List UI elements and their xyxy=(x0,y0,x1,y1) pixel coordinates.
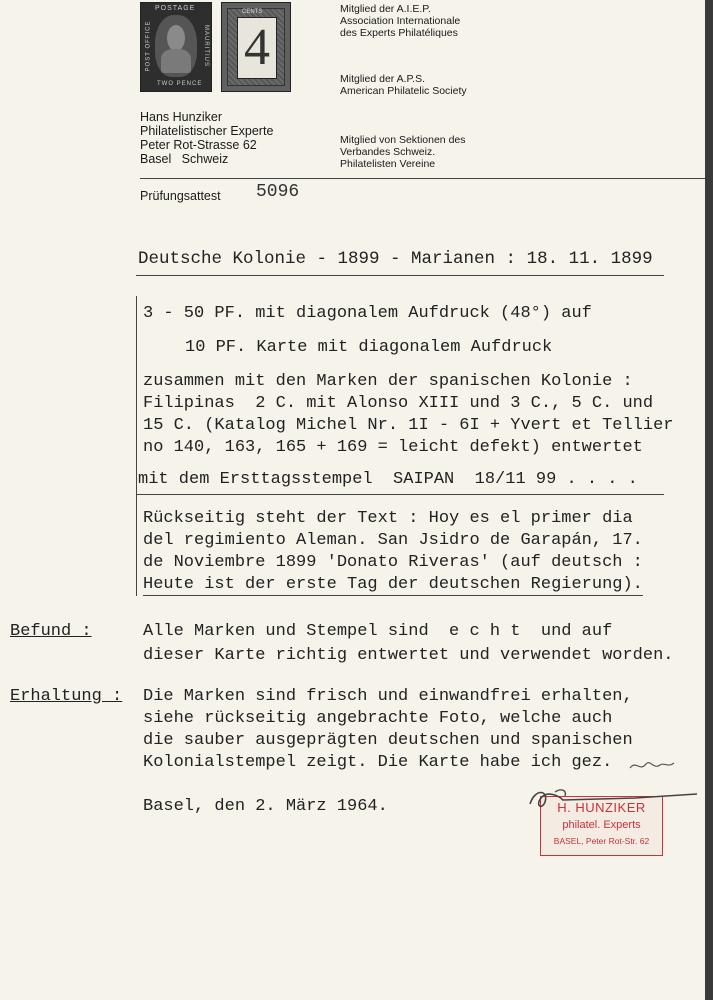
stamp-right-text: MAURITIUS xyxy=(203,25,209,67)
membership-swiss: Mitglied von Sektionen des Verbandes Schweiz. Philatelisten Vereine xyxy=(340,134,466,170)
stamp-left-text: POST OFFICE xyxy=(145,20,152,72)
signoff-date: Basel, den 2. März 1964. xyxy=(143,797,388,816)
erhaltung-line: Die Marken sind frisch und einwandfrei erhalten, xyxy=(143,687,633,706)
reverse-text-line: Heute ist der erste Tag der deutschen Regierung). xyxy=(143,575,643,594)
description-line: 10 PF. Karte mit diagonalem Aufdruck xyxy=(185,338,553,357)
numeral-four-stamp-image xyxy=(221,2,291,92)
membership-aps: Mitglied der A.P.S. American Philatelic Society xyxy=(340,73,467,97)
befund-line: dieser Karte richtig entwertet und verwendet worden. xyxy=(143,646,674,665)
left-rule xyxy=(136,296,137,596)
description-line: 3 - 50 PF. mit diagonalem Aufdruck (48°) auf xyxy=(143,304,592,323)
description-underline xyxy=(136,494,664,495)
stamp-top-text: CENTS xyxy=(242,9,263,15)
seal-title: philatel. Experts xyxy=(562,819,641,831)
description-line: mit dem Ersttagsstempel SAIPAN 18/11 99 . . . . xyxy=(138,470,638,489)
scan-edge xyxy=(705,0,713,1000)
seal-name: H. HUNZIKER xyxy=(557,800,646,815)
translation-underline xyxy=(143,595,643,596)
erhaltung-line: die sauber ausgeprägten deutschen und spanischen xyxy=(143,731,633,750)
reverse-text-line: de Noviembre 1899 'Donato Riveras' (auf deutsch : xyxy=(143,553,643,572)
description-line: no 140, 163, 165 + 169 = leicht defekt) entwertet xyxy=(143,438,643,457)
numeral-text: 4 xyxy=(237,17,277,79)
mauritius-stamp-image xyxy=(140,2,212,92)
expert-city: Basel Schweiz xyxy=(140,152,229,166)
handwritten-initials-signature xyxy=(628,756,678,776)
heading-underline xyxy=(136,275,664,276)
queen-portrait-icon xyxy=(155,15,197,77)
certificate-number: 5096 xyxy=(256,182,300,202)
erhaltung-line: siehe rückseitig angebrachte Foto, welche auch xyxy=(143,709,613,728)
befund-line: Alle Marken und Stempel sind e c h t und auf xyxy=(143,622,613,641)
expert-address xyxy=(140,110,273,166)
erhaltung-label: Erhaltung : xyxy=(10,687,123,706)
reverse-text-line: Rückseitig steht der Text : Hoy es el primer dia xyxy=(143,509,633,528)
stamp-top-text: POSTAGE xyxy=(155,5,196,12)
description-line: zusammen mit den Marken der spanischen Kolonie : xyxy=(143,372,633,391)
description-line: Filipinas 2 C. mit Alonso XIII und 3 C., 5 C. und xyxy=(143,394,654,413)
expert-title: Philatelistischer Experte xyxy=(140,124,274,138)
erhaltung-line: Kolonialstempel zeigt. Die Karte habe ich gez. xyxy=(143,753,613,772)
expert-street: Peter Rot-Strasse 62 xyxy=(140,138,257,152)
handwritten-signature xyxy=(515,782,705,818)
stamp-bottom-text: TWO PENCE xyxy=(157,81,203,87)
expert-name: Hans Hunziker xyxy=(140,110,222,124)
certificate-heading: Deutsche Kolonie - 1899 - Marianen : 18. 11. 1899 xyxy=(138,249,653,269)
seal-address: BASEL, Peter Rot-Str. 62 xyxy=(553,836,650,846)
description-line: 15 C. (Katalog Michel Nr. 1I - 6I + Yvert et Tellier xyxy=(143,416,674,435)
befund-label: Befund : xyxy=(10,622,92,641)
reverse-text-line: del regimiento Aleman. San Jsidro de Garapán, 17. xyxy=(143,531,643,550)
certificate-label: Prüfungsattest xyxy=(140,189,221,203)
letterhead-divider xyxy=(140,178,705,179)
membership-aiep: Mitglied der A.I.E.P. Association Internationale des Experts Philatéliques xyxy=(340,3,461,39)
